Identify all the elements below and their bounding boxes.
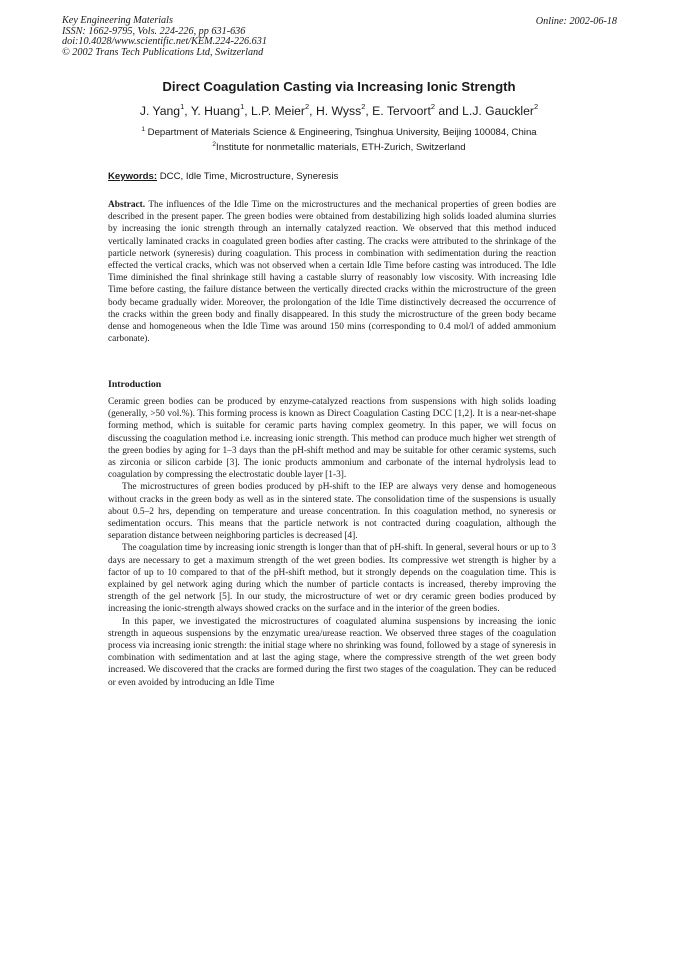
journal-name: Key Engineering Materials	[62, 15, 173, 26]
affiliation-1	[0, 127, 678, 138]
doi-line: doi:10.4028/www.scientific.net/KEM.224-226.631	[62, 36, 267, 48]
abstract	[108, 199, 556, 345]
keywords-label: Keywords:	[108, 171, 158, 182]
author-affiliation-mark: 2	[361, 102, 366, 111]
author-name: L.J. Gauckler	[462, 104, 534, 118]
affiliation-text: Institute for nonmetallic materials, ETH-Zurich, Switzerland	[216, 142, 466, 153]
intro-paragraph: The coagulation time by increasing ionic strength is longer than that of pH-shift. In general, several hours or up to 3 days are necessary to get a maximum strength of the wet green bodies. Its compressive wet strength is higher by a factor of up to 10 compared to that of the pH-shift method, but it strongly depends on the coagulation time. This is explained by gel network aging during which the number of particle contacts is increased, thereby improving the strength of the gel network [5]. In our study, the microstructure of wet or dry ceramic green bodies produced by increasing the ionic-strength always showed cracks on the surface and in the interior of the green bodies.	[108, 543, 556, 615]
author-separator: ,	[365, 104, 373, 118]
author-separator: ,	[309, 104, 316, 118]
author-list	[0, 104, 678, 118]
introduction-body	[108, 396, 556, 689]
paper-title: Direct Coagulation Casting via Increasing Ionic Strength	[162, 79, 516, 94]
affiliation-2	[0, 142, 678, 153]
issn-line: ISSN: 1662-9795, Vols. 224-226, pp 631-636	[62, 25, 246, 37]
intro-paragraph: Ceramic green bodies can be produced by enzyme-catalyzed reactions from suspensions with high solids loading (generally, >50 vol.%). This forming process is known as Direct Coagulation Casting DCC [1,2]. It is a near-net-shape forming method, which is suitable for ceramic parts having complex geometry. In this paper, we will focus on discussing the coagulation method i.e. increasing ionic strength. This method can produce much higher wet strength of the green bodies by aging for 1–3 days than the pH-shift method and may be suitable for other ceramic systems, such as zirconia or silicon carbide [3]. The ionic products ammonium and carbonate of the internal hydrolysis lead to coagulation by compressing the electrostatic double layer [1-3].	[108, 397, 556, 481]
author-separator: and	[435, 104, 463, 118]
author-name: Y. Huang	[190, 104, 241, 118]
author-separator: ,	[244, 104, 252, 118]
author-affiliation-mark: 2	[430, 102, 436, 111]
abstract-label: Abstract.	[108, 200, 146, 210]
author-name: L.P. Meier	[251, 104, 305, 118]
author-name: J. Yang	[139, 104, 181, 118]
journal-info	[62, 16, 442, 58]
intro-paragraph: In this paper, we investigated the microstructures of coagulated alumina suspensions by increasing the ionic strength in aqueous suspensions by the enzymatic urea/urease reaction. We observed three stages of the coagulation process via increasing ionic strength: the initial stage where no shrinking was found, followed by a stage of syneresis in combination with sedimentation and at last the aging stage, where the compressive strength of the wet green body increased. We discovered that the cracks are formed during the first two stages of the coagulation. They can be reduced or even avoided by introducing an Idle Time	[108, 616, 556, 688]
keywords-line	[108, 171, 338, 182]
author-name: E. Tervoort	[372, 104, 431, 118]
affiliation-mark: 1	[141, 126, 145, 133]
author-affiliation-mark: 1	[240, 102, 245, 111]
author-name: H. Wyss	[315, 104, 362, 118]
author-affiliation-mark: 1	[180, 102, 185, 111]
author-affiliation-mark: 2	[304, 102, 310, 111]
online-date: Online: 2002-06-18	[535, 16, 617, 27]
copyright-line: © 2002 Trans Tech Publications Ltd, Switzerland	[62, 46, 264, 58]
author-separator: ,	[184, 104, 191, 118]
abstract-text: The influences of the Idle Time on the microstructures and the mechanical properties of green bodies are described in the present paper. The green bodies were obtained from destabilizing high solids loaded alumina slurries by increasing the ionic strength through an internally catalyzed reaction. We observed that this method induced vertically laminated cracks in coagulated green bodies after casting. The cracks were attributed to the shrinkage of the particle network (syneresis) during coagulation. This process in combination with sedimentation during the reaction effected the vertical cracks, which was not observed when a certain Idle Time before casting was introduced. The Idle Time diminished the final shrinkage still having a castable slurry of reasonably low viscosity. With increasing Idle Time before casting, the failure distance between the vertically directed cracks within the microstructure of the green body became gradually wider. Moreover, the prolongation of the Idle Time distinctively decreased the occurrence of the cracks within the green body and finally disappeared. In this study the microstructure of the green body became dense and homogeneous when the Idle Time was around 150 mins (corresponding to 0.4 mol/l of added ammonium carbonate).	[108, 200, 557, 345]
keywords-text: DCC, Idle Time, Microstructure, Syneresis	[159, 171, 339, 182]
author-affiliation-mark: 2	[533, 102, 539, 111]
introduction-heading: Introduction	[108, 379, 162, 390]
affiliation-text: Department of Materials Science & Engineering, Tsinghua University, Beijing 100084, China	[147, 127, 537, 138]
affiliation-mark: 2	[212, 141, 217, 148]
intro-paragraph: The microstructures of green bodies produced by pH-shift to the IEP are always very dense and homogeneous without cracks in the green body as well as in the sintered state. The consolidation time of the suspensions is usually about 0.5–2 hrs, depending on temperature and urease concentration. In this coagulation method, no syneresis or sedimentation occurs. This means that the particle network is not contracted during coagulation, although the separation distance between neighboring particles is decreased [4].	[108, 482, 556, 542]
